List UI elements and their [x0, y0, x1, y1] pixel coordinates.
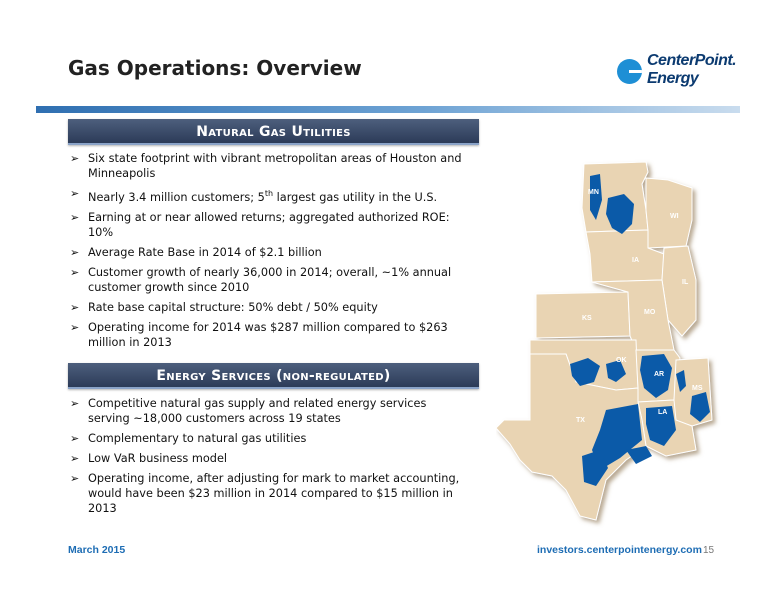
- page-number: 15: [703, 545, 715, 556]
- state-label: WI: [670, 213, 679, 220]
- footer-url-link[interactable]: investors.centerpointenergy.com: [537, 544, 702, 556]
- state-label: LA: [658, 409, 668, 416]
- bullet-text: Customer growth of nearly 36,000 in 2014; overall, ~1% annual customer growth since 2010: [88, 265, 452, 294]
- gas-utilities-bullet-list: [68, 151, 468, 355]
- arrow-bullet-icon: ➢: [70, 210, 80, 224]
- list-item: [68, 431, 468, 446]
- bullet-text: Low VaR business model: [88, 452, 228, 465]
- state-label: MO: [644, 309, 656, 316]
- state-label: MS: [692, 385, 703, 392]
- state-label: OK: [616, 357, 627, 364]
- state-label: IA: [632, 257, 639, 264]
- page-title: Gas Operations: Overview: [68, 56, 362, 80]
- list-item: [68, 451, 468, 466]
- state-wi: [646, 178, 692, 248]
- arrow-bullet-icon: ➢: [70, 300, 80, 314]
- list-item: [68, 396, 468, 426]
- section-heading-text: Energy Services (non-regulated): [156, 368, 391, 384]
- arrow-bullet-icon: ➢: [70, 432, 80, 445]
- arrow-bullet-icon: ➢: [70, 152, 80, 165]
- list-item: [68, 245, 468, 260]
- state-label: KS: [582, 315, 592, 322]
- energy-services-bullet-list: [68, 396, 468, 521]
- bullet-text: Earning at or near allowed returns; aggregated authorized ROE: 10%: [88, 210, 450, 239]
- section-heading-text: Natural Gas Utilities: [196, 124, 351, 140]
- company-logo: [617, 48, 767, 94]
- section-heading-gas-utilities: [68, 119, 479, 145]
- state-label: IL: [682, 279, 689, 286]
- logo-circle-icon: [617, 59, 642, 84]
- arrow-bullet-icon: ➢: [70, 187, 80, 200]
- list-item: [68, 471, 468, 516]
- footer-date: March 2015: [68, 544, 126, 556]
- arrow-bullet-icon: ➢: [70, 265, 80, 279]
- logo-text-line1: CenterPoint.: [647, 52, 737, 69]
- header-divider: [36, 106, 740, 113]
- list-item: [68, 210, 468, 240]
- list-item: [68, 300, 468, 315]
- bullet-text: Competitive natural gas supply and related energy services serving ~18,000 customers across 19 states: [88, 397, 427, 425]
- state-label: AR: [654, 371, 665, 378]
- arrow-bullet-icon: ➢: [70, 452, 80, 465]
- state-label: MN: [588, 189, 599, 196]
- bullet-text: Average Rate Base in 2014 of $2.1 billion: [88, 245, 322, 259]
- service-territory-map: [496, 150, 766, 542]
- arrow-bullet-icon: ➢: [70, 472, 80, 485]
- list-item: [68, 320, 468, 350]
- list-item: [68, 265, 468, 295]
- bullet-text: Six state footprint with vibrant metropolitan areas of Houston and Minneapolis: [88, 152, 462, 180]
- section-heading-energy-services: [68, 363, 479, 389]
- bullet-text: Operating income for 2014 was $287 million compared to $263 million in 2013: [88, 320, 448, 349]
- bullet-text: Nearly 3.4 million customers; 5th largest gas utility in the U.S.: [88, 189, 438, 204]
- bullet-text: Complementary to natural gas utilities: [88, 432, 307, 445]
- logo-text-line2: Energy: [647, 70, 699, 87]
- bullet-text: Rate base capital structure: 50% debt / 50% equity: [88, 300, 378, 314]
- arrow-bullet-icon: ➢: [70, 320, 80, 334]
- bullet-text: Operating income, after adjusting for mark to market accounting, would have been $23 million in 2014 compared to $15 million in 2013: [88, 472, 460, 515]
- state-label: TX: [576, 417, 585, 424]
- arrow-bullet-icon: ➢: [70, 245, 80, 259]
- list-item: [68, 186, 468, 205]
- list-item: [68, 151, 468, 181]
- arrow-bullet-icon: ➢: [70, 397, 80, 410]
